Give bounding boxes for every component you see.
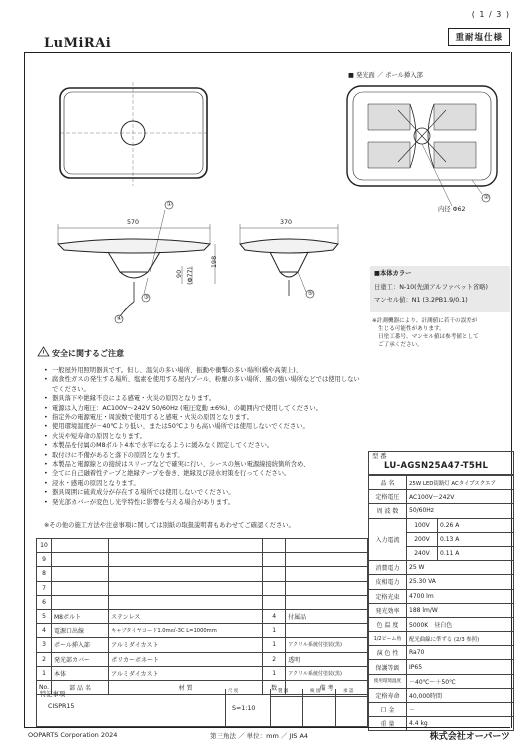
projection-info: 第三角法 ／ 単位：mm ／ JIS A4 [210, 732, 309, 740]
divider [335, 689, 336, 727]
table-row: 4 電源口出線 キャブタイヤコード1.0m㎡-3C L=1000mm 1 [37, 624, 368, 638]
safety-item: • 取付けに不備があると落下の原因となります。 [44, 451, 364, 460]
safety-item: • 一般屋外用照明器具です。但し、温気の多い場所、振動や衝撃の多い場所(橋や高架上)、 [44, 366, 364, 375]
special-notes-value: CISPR15 [48, 703, 75, 710]
safety-list [44, 366, 364, 507]
safety-item: • 電源は入力電圧：AC100V〜242V 50/60Hz (電圧変動 ±6%)、の範囲内で使用してください。 [44, 404, 364, 413]
table-row: 入力電流 100V 0.26 A [369, 518, 514, 532]
table-row: 3 ポール挿入部 アルミダイカスト 1 アクリル系焼付塗装(黒) [37, 638, 368, 652]
special-notes-label: 特記事項 [40, 691, 66, 698]
dim-90: 90 [176, 269, 184, 278]
color-note-2: 生じる可能性があります。 [378, 326, 445, 332]
sign-checked: 検 図 [310, 689, 321, 694]
scale-value: S=1:10 [232, 705, 256, 712]
callout-4: ④ [116, 315, 123, 322]
company-name: 株式会社オーパーツ [429, 732, 510, 742]
model-label: 型 番 [372, 453, 387, 460]
warning-icon [38, 347, 49, 356]
safety-title: 安全に関するご注意 [52, 349, 124, 358]
table-row: 皮相電力 25.30 VA [369, 575, 514, 589]
dim-height: 198 [211, 255, 219, 268]
instruction-note: ※その他の施工方法や注意事項に関しては別紙の取扱説明書もあわせてご確認ください。 [44, 522, 295, 529]
safety-item: • 器具落下や絶縁不良による感電・火災の原因となります。 [44, 394, 364, 403]
document-type-badge: 重耐塩仕様 [448, 28, 510, 46]
color-note-4: ご了承ください。 [378, 342, 423, 348]
table-row: 消費電力 25 W [369, 561, 514, 575]
safety-item: • 火災や短寿命の原因となります。 [44, 432, 364, 441]
table-row: 発光効率 188 lm/W [369, 603, 514, 617]
table-row: 5 M8ボルト ステンレス 4 付属品 [37, 609, 368, 623]
table-row: 200V 0.13 A [369, 532, 514, 546]
safety-item: • 発光部カバーが変色し光学特性に影響を与える場合があります。 [44, 498, 364, 507]
color-note-3: 日塗工番号、マンセル値は参考値として [378, 334, 479, 340]
side-view-drawing [240, 224, 338, 296]
callout-2: ② [483, 194, 490, 201]
callout-5: ⑤ [307, 290, 314, 297]
brand-logo: LuMiRAi [44, 36, 112, 51]
emit-view-title: ■ 発光面 ／ ポール挿入部 [348, 72, 423, 79]
divider [270, 696, 368, 697]
emitting-face-drawing [347, 86, 497, 206]
color-note-1: ※計測機器により、計測値に若干の誤差が [372, 318, 478, 324]
callout-3: ③ [143, 294, 150, 301]
callout-1: ① [166, 201, 173, 208]
safety-item: • 器具周囲に硫黄成分が存在する場所では使用しないでください。 [44, 488, 364, 497]
table-row: 保護等級 IP65 [369, 660, 514, 674]
top-view-drawing [60, 82, 207, 186]
safety-item: • 使用環境温度が－40℃より低い、または50℃よりも高い場所では使用しないでください。 [44, 422, 364, 431]
munsell-value: マンセル値：N1 (3.2PB1.9/0.1) [374, 297, 468, 304]
scale-label: 尺 度 [228, 689, 239, 694]
table-row: 8 [37, 567, 368, 581]
copyright: OOPARTS Corporation 2024 [28, 731, 118, 739]
table-row: 周 波 数 50/60Hz [369, 504, 514, 518]
safety-item: • 本製品と電源線との接続はスリーブなどで確実に行い、シースの無い電源線接続箇所含め、 [44, 460, 364, 469]
table-row: 定格寿命 40,000時間 [369, 688, 514, 702]
divider [225, 689, 226, 727]
table-row: 1 本体 アルミダイカスト 1 アクリル系焼付塗装(黒) [37, 666, 368, 680]
table-row: 6 [37, 595, 368, 609]
table-row: 色 温 度 5000K 昼白色 [369, 617, 514, 631]
dim-pole: (Φ77) [187, 266, 195, 285]
dim-depth: 370 [280, 219, 293, 226]
safety-item: • 浸水・感電の原因となります。 [44, 479, 364, 488]
table-row: 1/2ビーム角 配光曲線に準ずる (2/3 参照) [369, 632, 514, 646]
table-header-row: No. 部 品 名 材 質 数 備 考 [37, 680, 368, 694]
dim-width: 570 [127, 219, 140, 226]
divider [270, 689, 271, 727]
table-row: 定格電圧 AC100V〜242V [369, 490, 514, 504]
table-row: 7 [37, 581, 368, 595]
title-block [36, 689, 368, 727]
table-row: 2 発光部カバー ポリカーボネート 2 透明 [37, 652, 368, 666]
safety-item: • 本製品を付属のM8ボルト4本で水平になるように緩みなく固定してください。 [44, 441, 364, 450]
color-box-title: ■本体カラー [374, 270, 412, 277]
table-row: 240V 0.11 A [369, 546, 514, 560]
sign-drafted: 製 図 [278, 689, 289, 694]
paint-code: 日塗工：N-10(先頭アルファベット省略) [374, 284, 488, 291]
table-row: 口 金 － [369, 703, 514, 717]
table-row: 9 [37, 553, 368, 567]
sign-approved: 承 認 [343, 689, 354, 694]
table-row: 10 [37, 539, 368, 553]
safety-item: • 全てに自己融着性テープと絶縁テープを巻き、絶縁及び浸水対策を行ってください。 [44, 469, 364, 478]
table-row: 重 量 4.4 kg [369, 717, 514, 731]
table-row: 演 色 性 Ra70 [369, 646, 514, 660]
footer-rule [24, 727, 510, 728]
divider [302, 689, 303, 727]
spec-table [368, 475, 514, 731]
table-row: 定格光束 4700 lm [369, 589, 514, 603]
safety-item: • 指定外の電源電圧・周波数で使用すると感電・火災の原因となります。 [44, 413, 364, 422]
safety-item: • 腐食性ガスの発生する場所、塩素を使用する屋内プール、粉塵の多い場所、風の強い場所などでは使用しないでください。 [44, 375, 364, 394]
inner-diameter: 内径 Φ62 [438, 206, 466, 213]
table-row: 使用環境温度 －40℃〜＋50℃ [369, 674, 514, 688]
page-number: ( 1 / 3 ) [471, 10, 510, 19]
model-number: LU-AGSN25A47-T5HL [384, 461, 489, 471]
parts-table [36, 538, 368, 695]
table-row: 品 名 25W LED街路灯 ACタイプスクエア [369, 476, 514, 490]
